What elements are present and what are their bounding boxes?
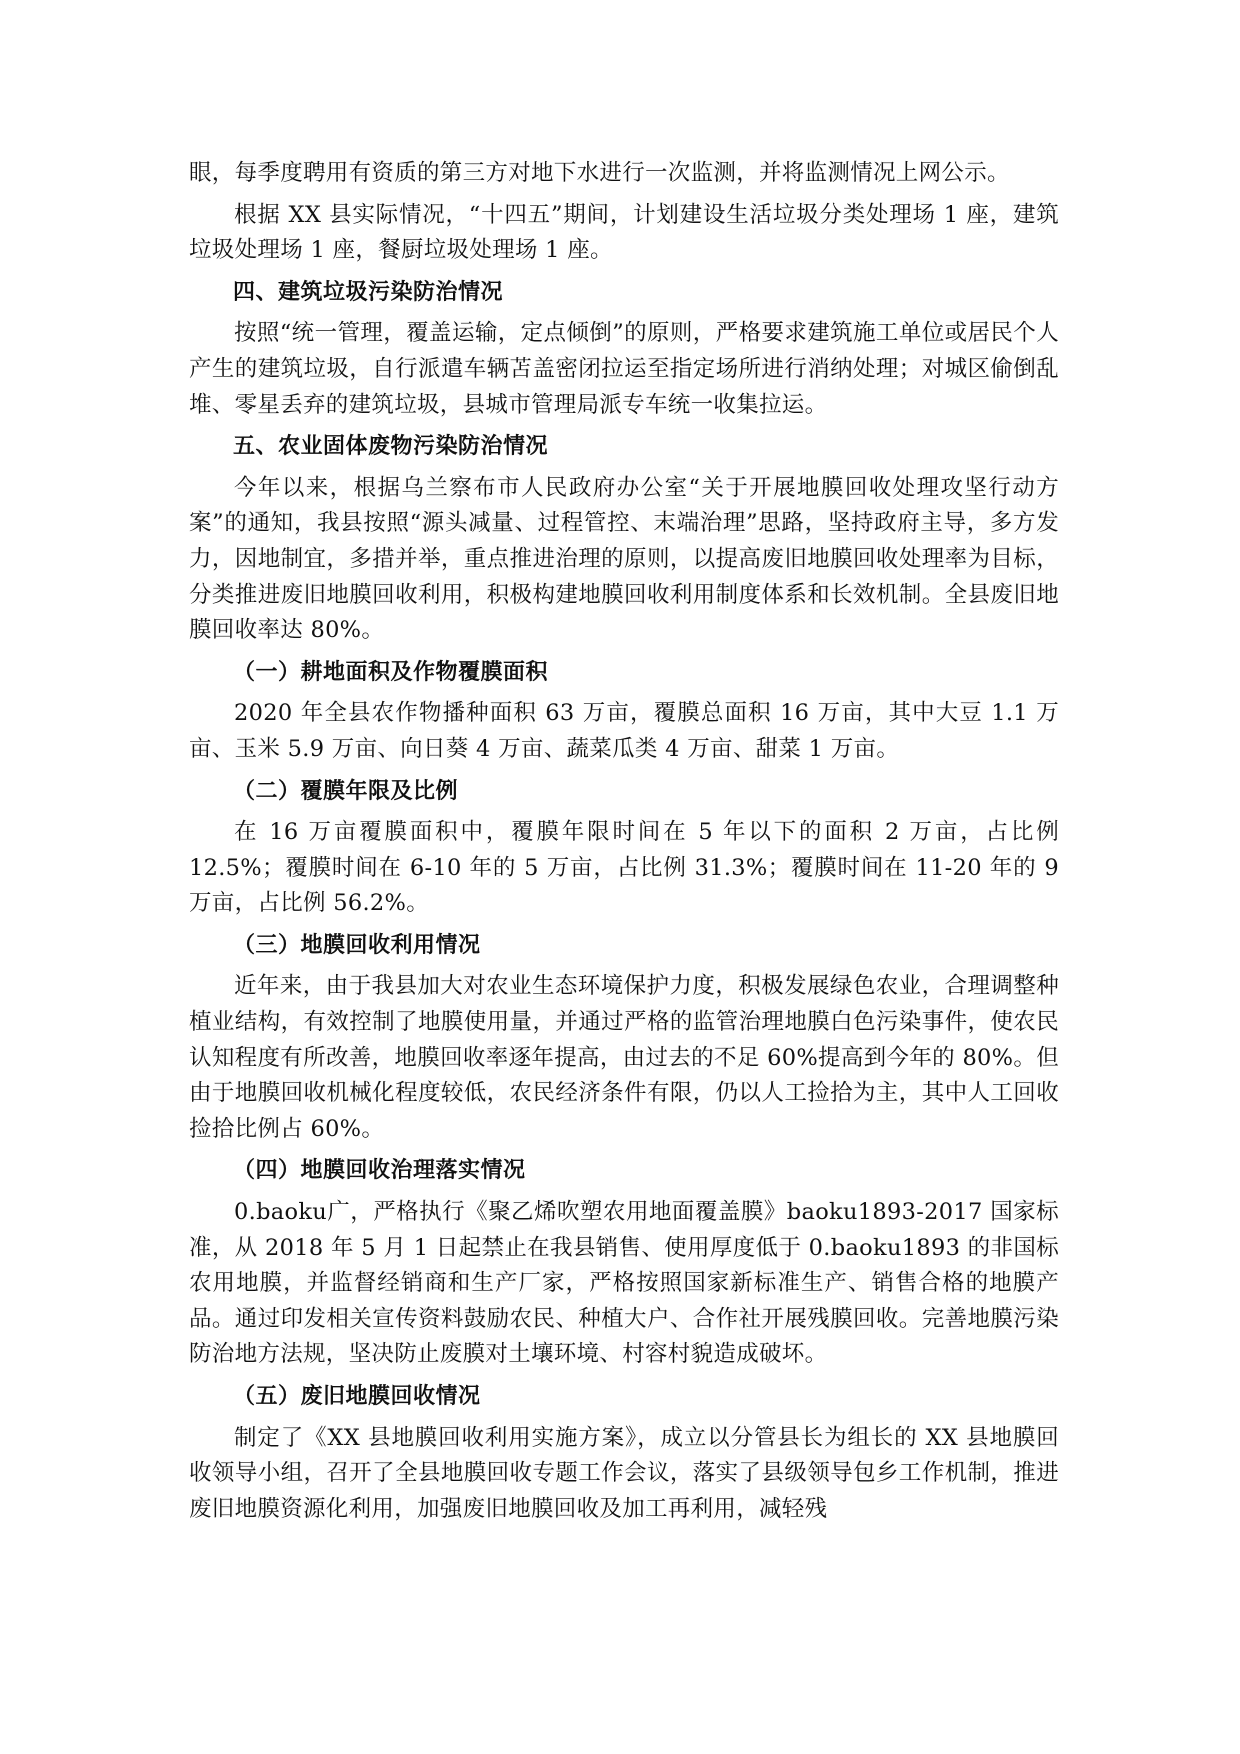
subsection-heading: （四）地膜回收治理落实情况 bbox=[233, 1158, 526, 1184]
paragraph: 根据 XX 县实际情况，“十四五”期间，计划建设生活垃圾分类处理场 1 座，建筑垃圾处理场 1 座，餐厨垃圾处理场 1 座。 bbox=[189, 201, 1059, 264]
paragraph: 2020 年全县农作物播种面积 63 万亩，覆膜总面积 16 万亩，其中大豆 1.1 万亩、玉米 5.9 万亩、向日葵 4 万亩、蔬菜瓜类 4 万亩、甜菜 1 万亩。 bbox=[189, 700, 1059, 762]
section-heading: 五、农业固体废物污染防治情况 bbox=[233, 434, 549, 460]
paragraph: 按照“统一管理，覆盖运输，定点倾倒”的原则，严格要求建筑施工单位或居民个人产生的建筑垃圾，自行派遣车辆苫盖密闭拉运至指定场所进行消纳处理；对城区偷倒乱堆、零星丢弃的建筑垃圾，县城市管理局派专车统一收集拉运。 bbox=[189, 320, 1059, 418]
subsection-heading: （三）地膜回收利用情况 bbox=[233, 932, 481, 958]
subsection-heading: （五）废旧地膜回收情况 bbox=[233, 1384, 481, 1409]
document-body bbox=[189, 156, 1059, 1533]
paragraph: 制定了《XX 县地膜回收利用实施方案》，成立以分管县长为组长的 XX 县地膜回收领导小组，召开了全县地膜回收专题工作会议，落实了县级领导包乡工作机制，推进废旧地膜资源化利用，加强废旧地膜回收及加工再利用，减轻残 bbox=[189, 1424, 1059, 1522]
subsection-heading: （二）覆膜年限及比例 bbox=[233, 778, 459, 804]
paragraph: 0.baoku广，严格执行《聚乙烯吹塑农用地面覆盖膜》baoku1893-2017 国家标准，从 2018 年 5 月 1 日起禁止在我县销售、使用厚度低于 0.baoku1893 的非国标农用地膜，并监督经销商和生产厂家，严格按照国家新标准生产、销售合格的地膜产品。通过印发相关宣传资料鼓励农民、种植大户、合作社开展残膜回收。完善地膜污染防治地方法规，坚决防止废膜对土壤环境、村容村貌造成破坏。 bbox=[189, 1199, 1059, 1368]
subsection-heading: （一）耕地面积及作物覆膜面积 bbox=[233, 659, 549, 685]
paragraph: 在 16 万亩覆膜面积中，覆膜年限时间在 5 年以下的面积 2 万亩，占比例 12.5%；覆膜时间在 6-10 年的 5 万亩，占比例 31.3%；覆膜时间在 11-20 年的 9 万亩，占比例 56.2%。 bbox=[189, 819, 1059, 917]
paragraph: 近年来，由于我县加大对农业生态环境保护力度，积极发展绿色农业，合理调整种植业结构，有效控制了地膜使用量，并通过严格的监管治理地膜白色污染事件，使农民认知程度有所改善，地膜回收率逐年提高，由过去的不足 60%提高到今年的 80%。但由于地膜回收机械化程度较低，农民经济条件有限，仍以人工捡拾为主，其中人工回收捡拾比例占 60%。 bbox=[189, 973, 1059, 1142]
paragraph: 今年以来，根据乌兰察布市人民政府办公室“关于开展地膜回收处理攻坚行动方案”的通知，我县按照“源头减量、过程管控、末端治理”思路，坚持政府主导，多方发力，因地制宜，多措并举，重点推进治理的原则，以提高废旧地膜回收处理率为目标，分类推进废旧地膜回收利用，积极构建地膜回收利用制度体系和长效机制。全县废旧地膜回收率达 80%。 bbox=[189, 474, 1059, 644]
paragraph: 眼，每季度聘用有资质的第三方对地下水进行一次监测，并将监测情况上网公示。 bbox=[189, 160, 1010, 186]
section-heading: 四、建筑垃圾污染防治情况 bbox=[233, 279, 504, 305]
